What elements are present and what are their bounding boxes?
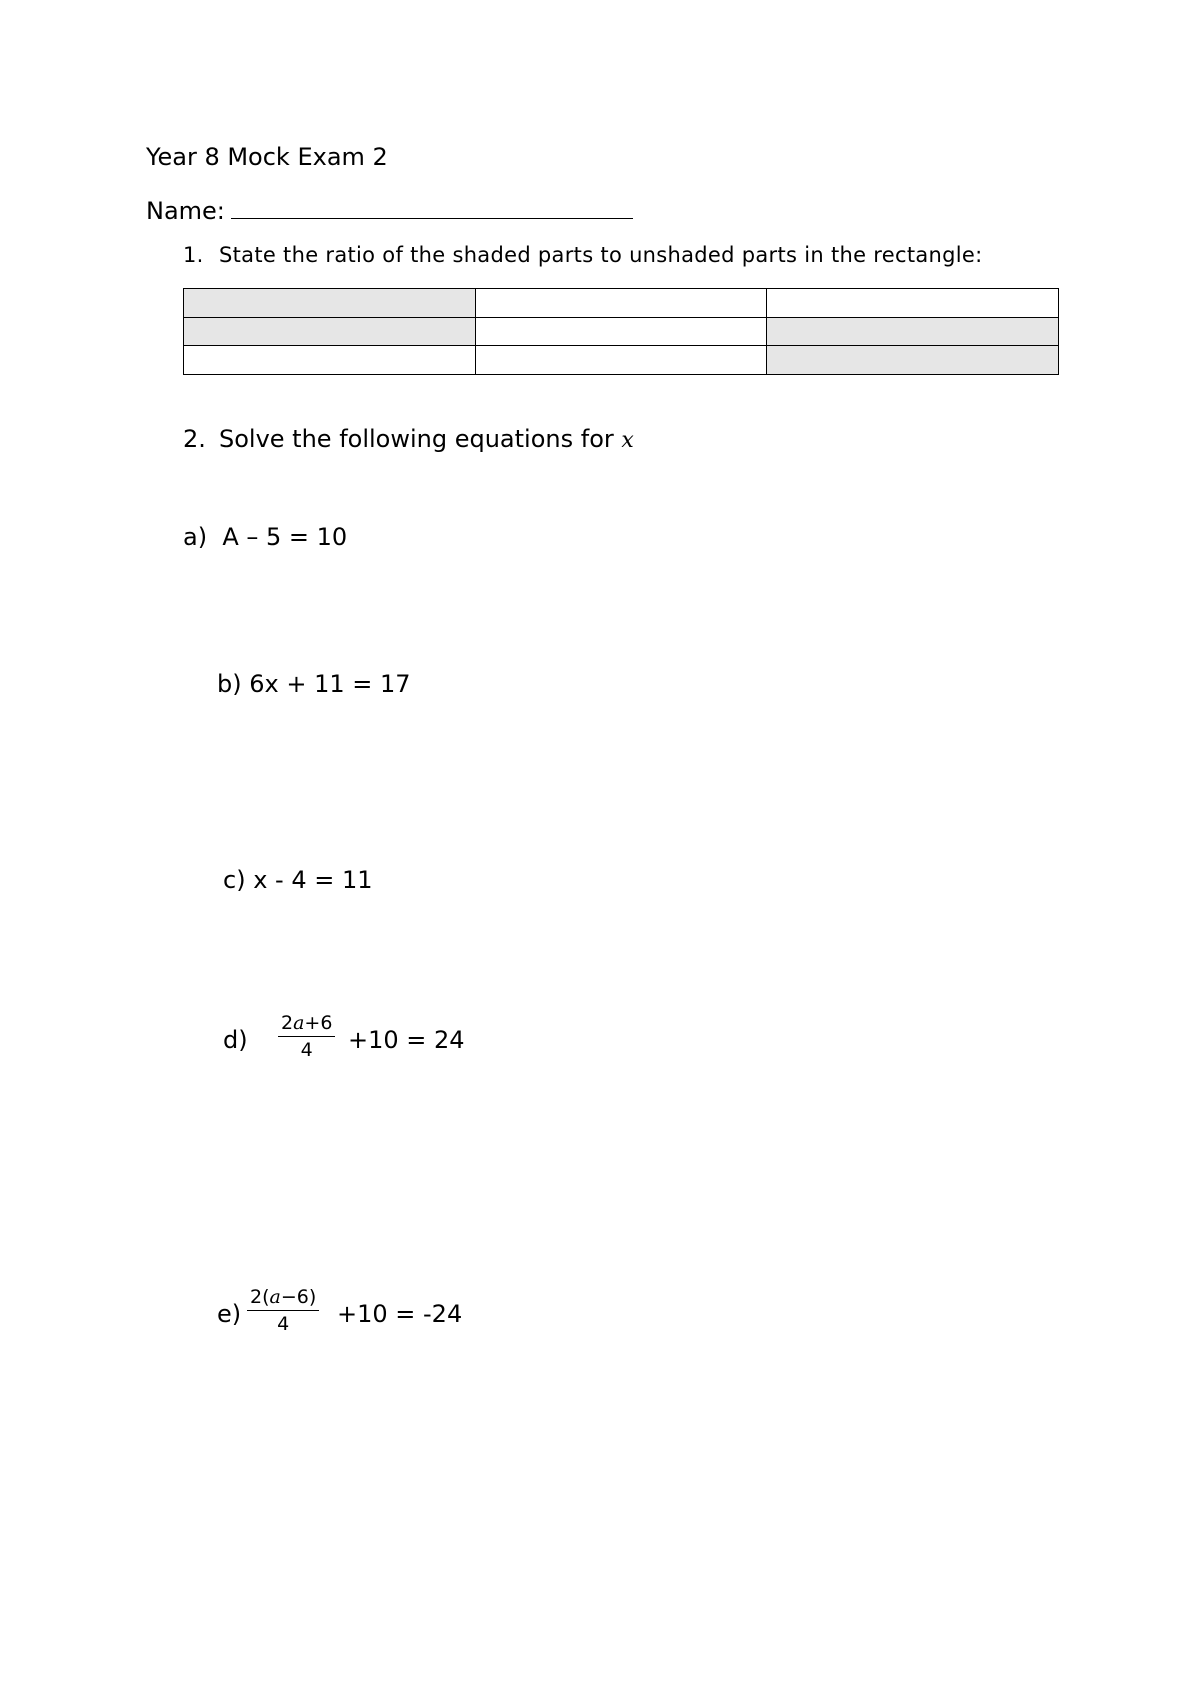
equation-e-fraction bbox=[247, 1286, 319, 1335]
question-2-number: 2. bbox=[183, 425, 206, 453]
shaded-cell bbox=[767, 346, 1059, 375]
question-1 bbox=[183, 243, 983, 267]
equation-b-label: b) bbox=[217, 670, 242, 698]
ratio-grid-row bbox=[184, 317, 1059, 346]
shaded-cell bbox=[184, 289, 476, 318]
shaded-cell bbox=[184, 317, 476, 346]
question-2 bbox=[183, 425, 634, 453]
equation-b-text: 6x + 11 = 17 bbox=[249, 670, 411, 698]
name-label: Name: bbox=[146, 197, 225, 225]
unshaded-cell bbox=[475, 289, 767, 318]
exam-title: Year 8 Mock Exam 2 bbox=[146, 143, 388, 171]
unshaded-cell bbox=[475, 346, 767, 375]
equation-a bbox=[183, 523, 347, 551]
equation-e-numerator bbox=[247, 1286, 319, 1311]
equation-e-denominator: 4 bbox=[277, 1313, 290, 1335]
unshaded-cell bbox=[475, 317, 767, 346]
equation-d-fraction bbox=[278, 1012, 335, 1061]
ratio-grid-row bbox=[184, 346, 1059, 375]
equation-e-rest: +10 = -24 bbox=[337, 1300, 463, 1328]
equation-d-numerator-variable: a bbox=[293, 1012, 305, 1034]
equation-b bbox=[217, 670, 411, 698]
equation-d-rest: +10 = 24 bbox=[348, 1026, 465, 1054]
question-1-number: 1. bbox=[183, 243, 204, 267]
equation-d-numerator bbox=[278, 1012, 335, 1037]
ratio-rectangle-grid bbox=[183, 288, 1059, 375]
equation-d-denominator: 4 bbox=[300, 1039, 313, 1061]
name-field-row bbox=[146, 192, 633, 225]
equation-d-numerator-coefficient: 2 bbox=[281, 1012, 294, 1034]
question-2-text: Solve the following equations for bbox=[219, 425, 614, 453]
equation-e-numerator-constant: −6) bbox=[280, 1286, 317, 1308]
equation-e-numerator-coefficient: 2( bbox=[250, 1286, 270, 1308]
equation-d-label: d) bbox=[223, 1026, 248, 1054]
equation-e-numerator-variable: a bbox=[269, 1286, 281, 1308]
equation-a-label: a) bbox=[183, 523, 208, 551]
equation-a-text: A – 5 = 10 bbox=[222, 523, 348, 551]
question-1-text: State the ratio of the shaded parts to unshaded parts in the rectangle: bbox=[219, 243, 983, 267]
equation-c-label: c) bbox=[223, 866, 246, 894]
equation-d-numerator-constant: +6 bbox=[304, 1012, 333, 1034]
ratio-grid-row bbox=[184, 289, 1059, 318]
equation-e-label: e) bbox=[217, 1300, 242, 1328]
shaded-cell bbox=[767, 317, 1059, 346]
equation-c bbox=[223, 866, 373, 894]
unshaded-cell bbox=[184, 346, 476, 375]
unshaded-cell bbox=[767, 289, 1059, 318]
name-answer-line[interactable] bbox=[231, 192, 633, 219]
question-2-variable: x bbox=[621, 428, 634, 453]
equation-c-text: x - 4 = 11 bbox=[253, 866, 373, 894]
